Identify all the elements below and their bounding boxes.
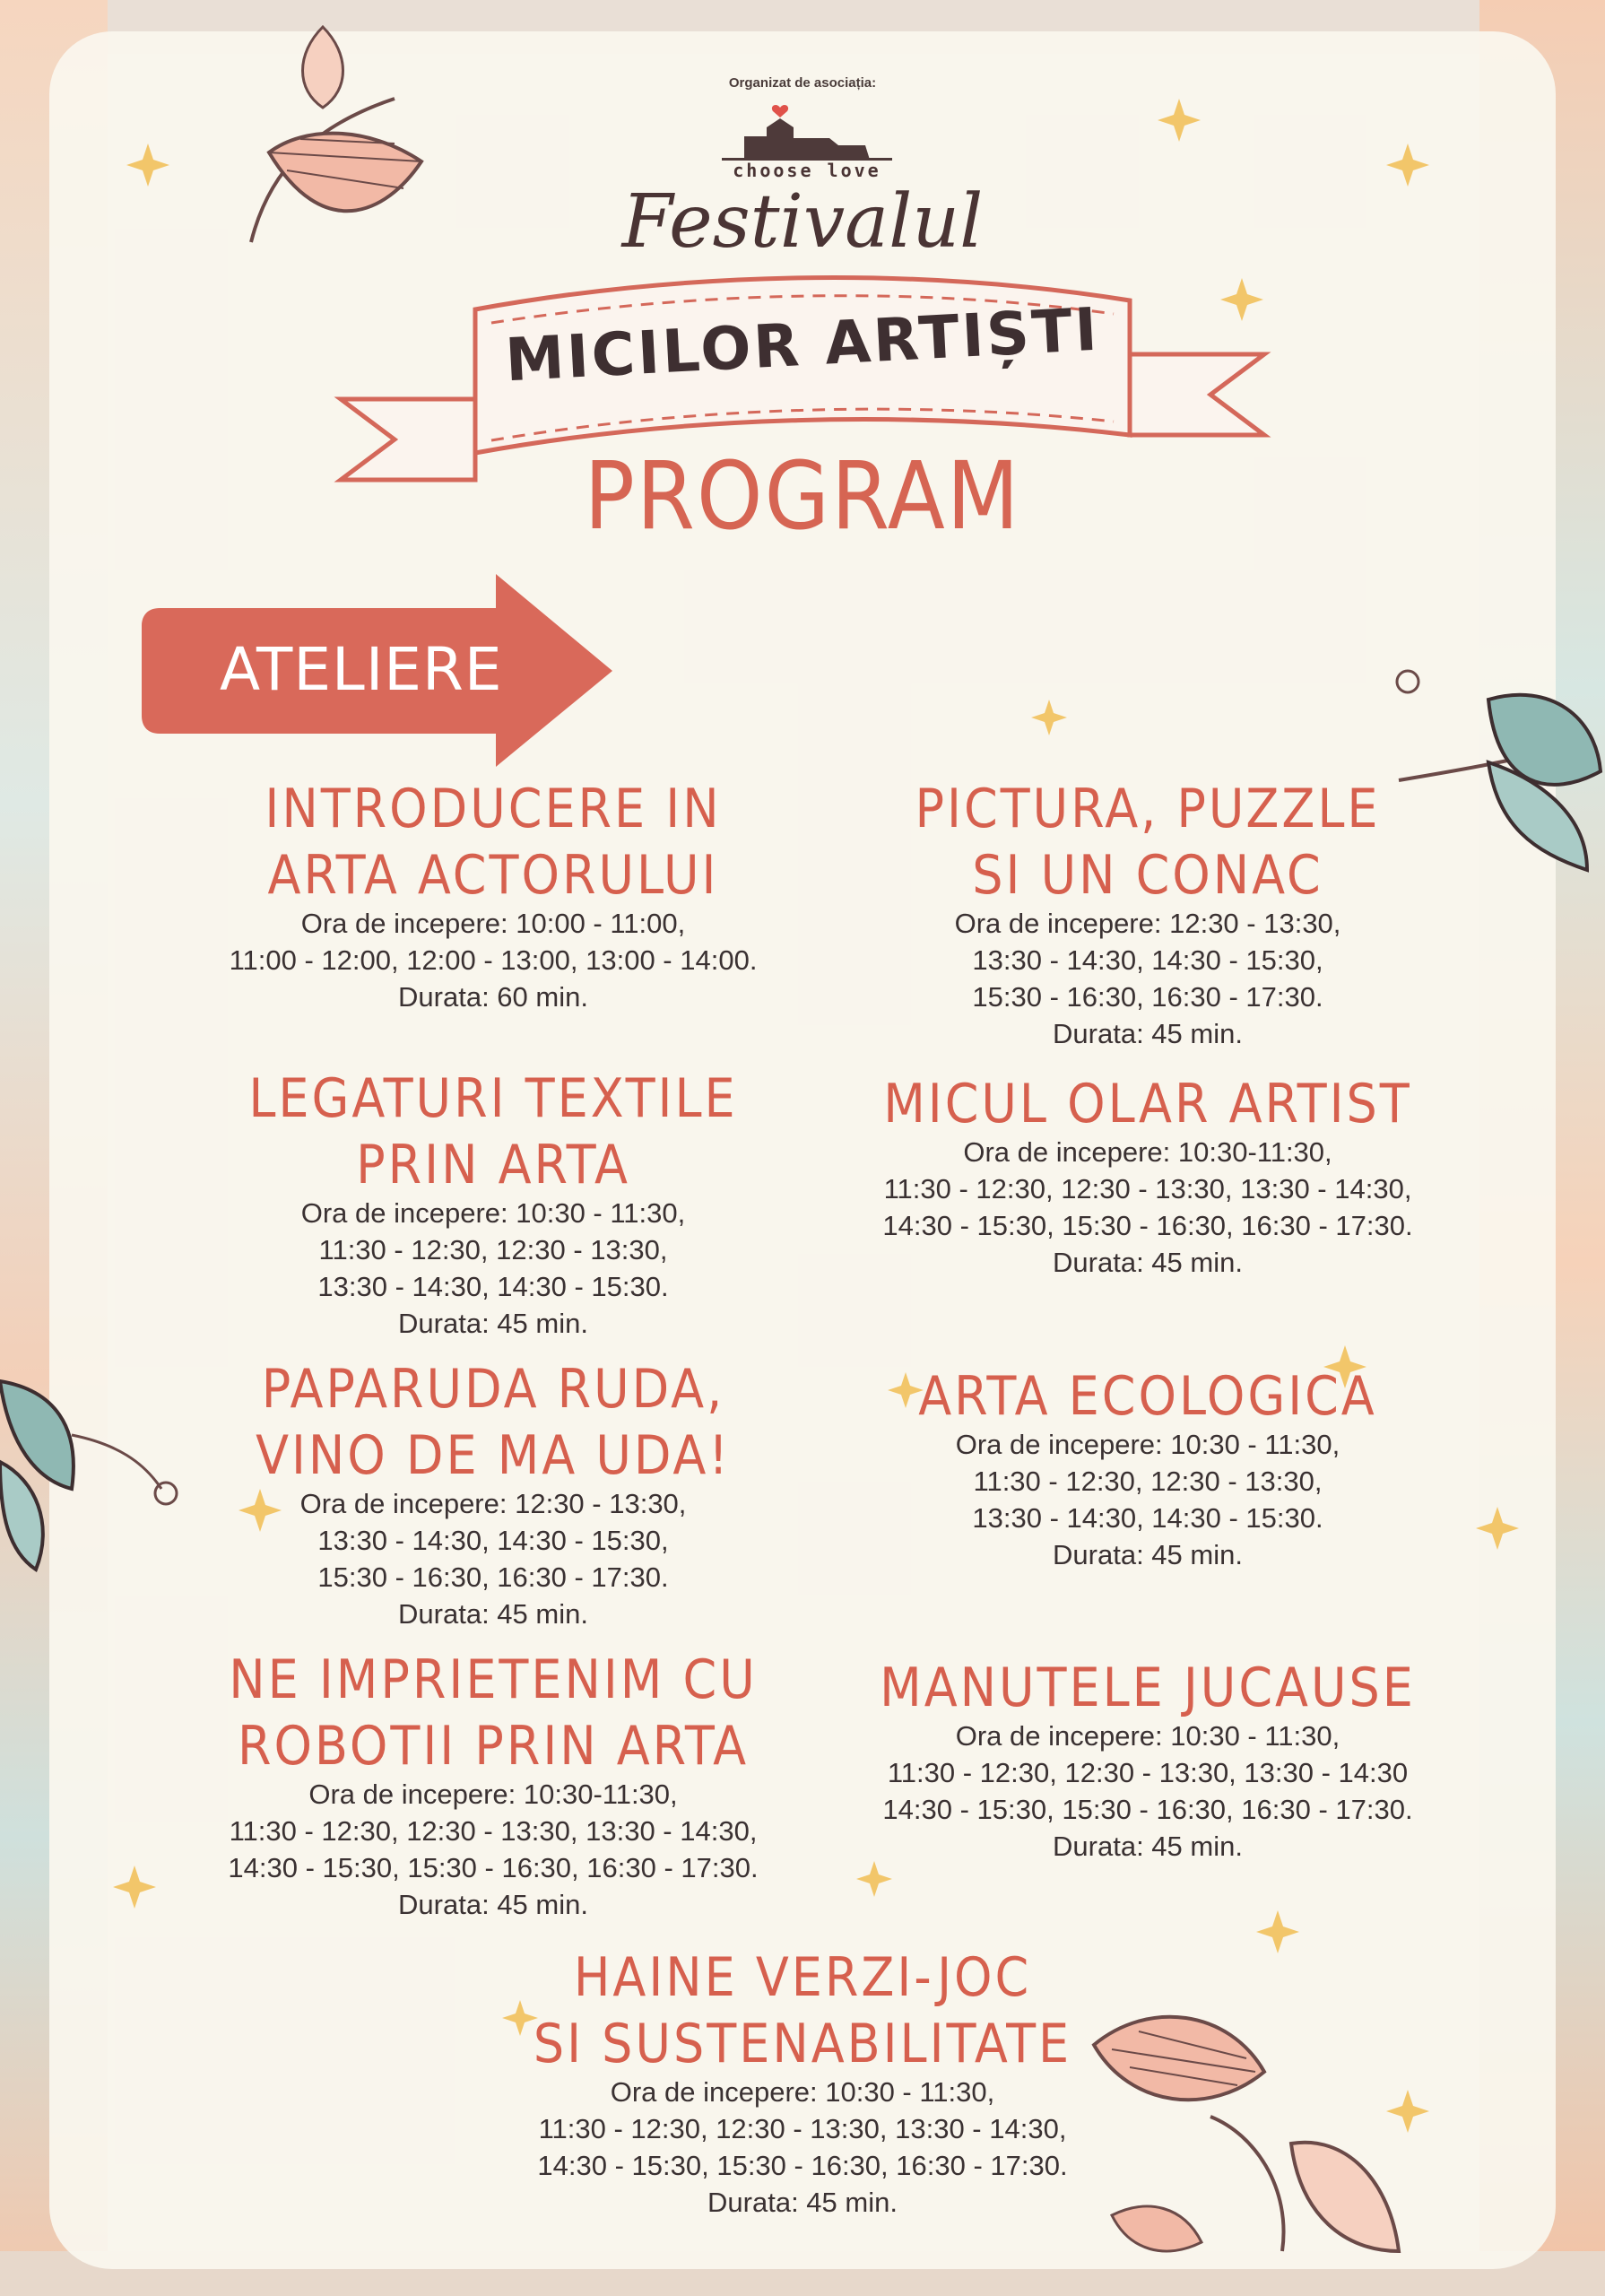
workshop-title: SI UN CONAC bbox=[972, 844, 1323, 907]
workshop-time-line: 15:30 - 16:30, 16:30 - 17:30. bbox=[317, 1561, 669, 1593]
banner-title: MICILOR ARTIȘTI bbox=[503, 294, 1102, 396]
workshop-duration: Durata: 45 min. bbox=[398, 1308, 588, 1339]
workshop-title: MICUL OLAR ARTIST bbox=[883, 1073, 1412, 1135]
workshop-time-line: 14:30 - 15:30, 15:30 - 16:30, 16:30 - 17:30. bbox=[228, 1852, 759, 1883]
section-label: ATELIERE bbox=[220, 635, 503, 704]
festival-title: Festivalul bbox=[621, 179, 984, 265]
workshop-haine-verzi bbox=[489, 1944, 1116, 2221]
workshop-time-line: 14:30 - 15:30, 15:30 - 16:30, 16:30 - 17:30. bbox=[882, 1794, 1413, 1825]
workshop-duration: Durata: 45 min. bbox=[707, 2187, 898, 2218]
workshop-time-line: 11:30 - 12:30, 12:30 - 13:30, 13:30 - 14:30, bbox=[229, 1815, 758, 1847]
workshop-time-line: 11:30 - 12:30, 12:30 - 13:30, 13:30 - 14:30 bbox=[887, 1757, 1409, 1788]
workshop-time-line: 11:30 - 12:30, 12:30 - 13:30, 13:30 - 14:30, bbox=[883, 1173, 1412, 1205]
workshop-time-line: 14:30 - 15:30, 15:30 - 16:30, 16:30 - 17:30. bbox=[537, 2150, 1068, 2181]
workshop-title: VINO DE MA UDA! bbox=[256, 1424, 731, 1487]
workshop-duration: Durata: 45 min. bbox=[1053, 1539, 1243, 1570]
workshop-time-line: 13:30 - 14:30, 14:30 - 15:30, bbox=[972, 944, 1323, 976]
workshop-duration: Durata: 60 min. bbox=[398, 981, 588, 1013]
choose-love-logo bbox=[713, 100, 901, 181]
workshop-time-line: 15:30 - 16:30, 16:30 - 17:30. bbox=[972, 981, 1323, 1013]
organized-by-text: Organizat de asociația: bbox=[728, 75, 877, 91]
workshop-time-line: 11:00 - 12:00, 12:00 - 13:00, 13:00 - 14:00. bbox=[229, 944, 758, 976]
workshop-micul-olar-artist bbox=[834, 1071, 1462, 1281]
workshop-arta-ecologica bbox=[834, 1363, 1462, 1573]
workshop-duration: Durata: 45 min. bbox=[398, 1889, 588, 1920]
workshop-time-line: 13:30 - 14:30, 14:30 - 15:30, bbox=[317, 1525, 669, 1556]
workshop-duration: Durata: 45 min. bbox=[1053, 1247, 1243, 1278]
workshop-time-line: Ora de incepere: 10:30 - 11:30, bbox=[300, 1197, 686, 1229]
workshop-duration: Durata: 45 min. bbox=[1053, 1831, 1243, 1862]
workshop-introducere-arta-actorului bbox=[166, 776, 820, 1015]
workshop-time-line: Ora de incepere: 10:30 - 11:30, bbox=[610, 2076, 995, 2108]
workshop-manutele-jucause bbox=[834, 1655, 1462, 1865]
workshop-time-line: Ora de incepere: 10:30-11:30, bbox=[963, 1136, 1332, 1168]
workshop-title: ARTA ACTORULUI bbox=[267, 844, 719, 907]
workshop-roboti-prin-arta bbox=[166, 1647, 820, 1923]
workshop-title: ARTA ECOLOGICA bbox=[918, 1365, 1377, 1428]
workshop-title: NE IMPRIETENIM CU bbox=[229, 1648, 758, 1711]
workshop-title: LEGATURI TEXTILE bbox=[248, 1067, 738, 1130]
program-heading: PROGRAM bbox=[584, 441, 1021, 551]
workshop-title: PAPARUDA RUDA, bbox=[261, 1358, 725, 1421]
workshop-time-line: 11:30 - 12:30, 12:30 - 13:30, bbox=[318, 1234, 668, 1265]
workshop-title: HAINE VERZI-JOC bbox=[573, 1946, 1032, 2009]
workshop-title: SI SUSTENABILITATE bbox=[533, 2013, 1072, 2075]
workshop-time-line: 14:30 - 15:30, 15:30 - 16:30, 16:30 - 17:30. bbox=[882, 1210, 1413, 1241]
house-heart-icon bbox=[713, 100, 901, 163]
workshop-time-line: Ora de incepere: 12:30 - 13:30, bbox=[954, 908, 1341, 939]
workshop-title: INTRODUCERE IN bbox=[265, 778, 722, 840]
workshop-pictura-puzzle-conac bbox=[834, 776, 1462, 1052]
workshop-time-line: Ora de incepere: 10:00 - 11:00, bbox=[300, 908, 686, 939]
workshop-time-line: 11:30 - 12:30, 12:30 - 13:30, bbox=[973, 1465, 1323, 1497]
workshop-duration: Durata: 45 min. bbox=[1053, 1018, 1243, 1049]
workshop-duration: Durata: 45 min. bbox=[398, 1598, 588, 1630]
workshop-time-line: Ora de incepere: 10:30-11:30, bbox=[308, 1779, 678, 1810]
workshop-time-line: 13:30 - 14:30, 14:30 - 15:30. bbox=[972, 1502, 1323, 1534]
workshop-paparuda-ruda bbox=[166, 1356, 820, 1632]
workshop-time-line: Ora de incepere: 10:30 - 11:30, bbox=[955, 1429, 1340, 1460]
workshop-title: PRIN ARTA bbox=[356, 1134, 630, 1196]
workshop-legaturi-textile bbox=[166, 1065, 820, 1342]
workshop-time-line: Ora de incepere: 10:30 - 11:30, bbox=[955, 1720, 1340, 1752]
workshop-title: MANUTELE JUCAUSE bbox=[880, 1657, 1416, 1719]
workshop-time-line: Ora de incepere: 12:30 - 13:30, bbox=[299, 1488, 687, 1519]
workshop-time-line: 13:30 - 14:30, 14:30 - 15:30. bbox=[317, 1271, 669, 1302]
workshop-time-line: 11:30 - 12:30, 12:30 - 13:30, 13:30 - 14:30, bbox=[538, 2113, 1067, 2144]
workshop-title: PICTURA, PUZZLE bbox=[915, 778, 1381, 840]
logo-text: choose love bbox=[733, 160, 881, 181]
workshop-title: ROBOTII PRIN ARTA bbox=[237, 1715, 750, 1778]
